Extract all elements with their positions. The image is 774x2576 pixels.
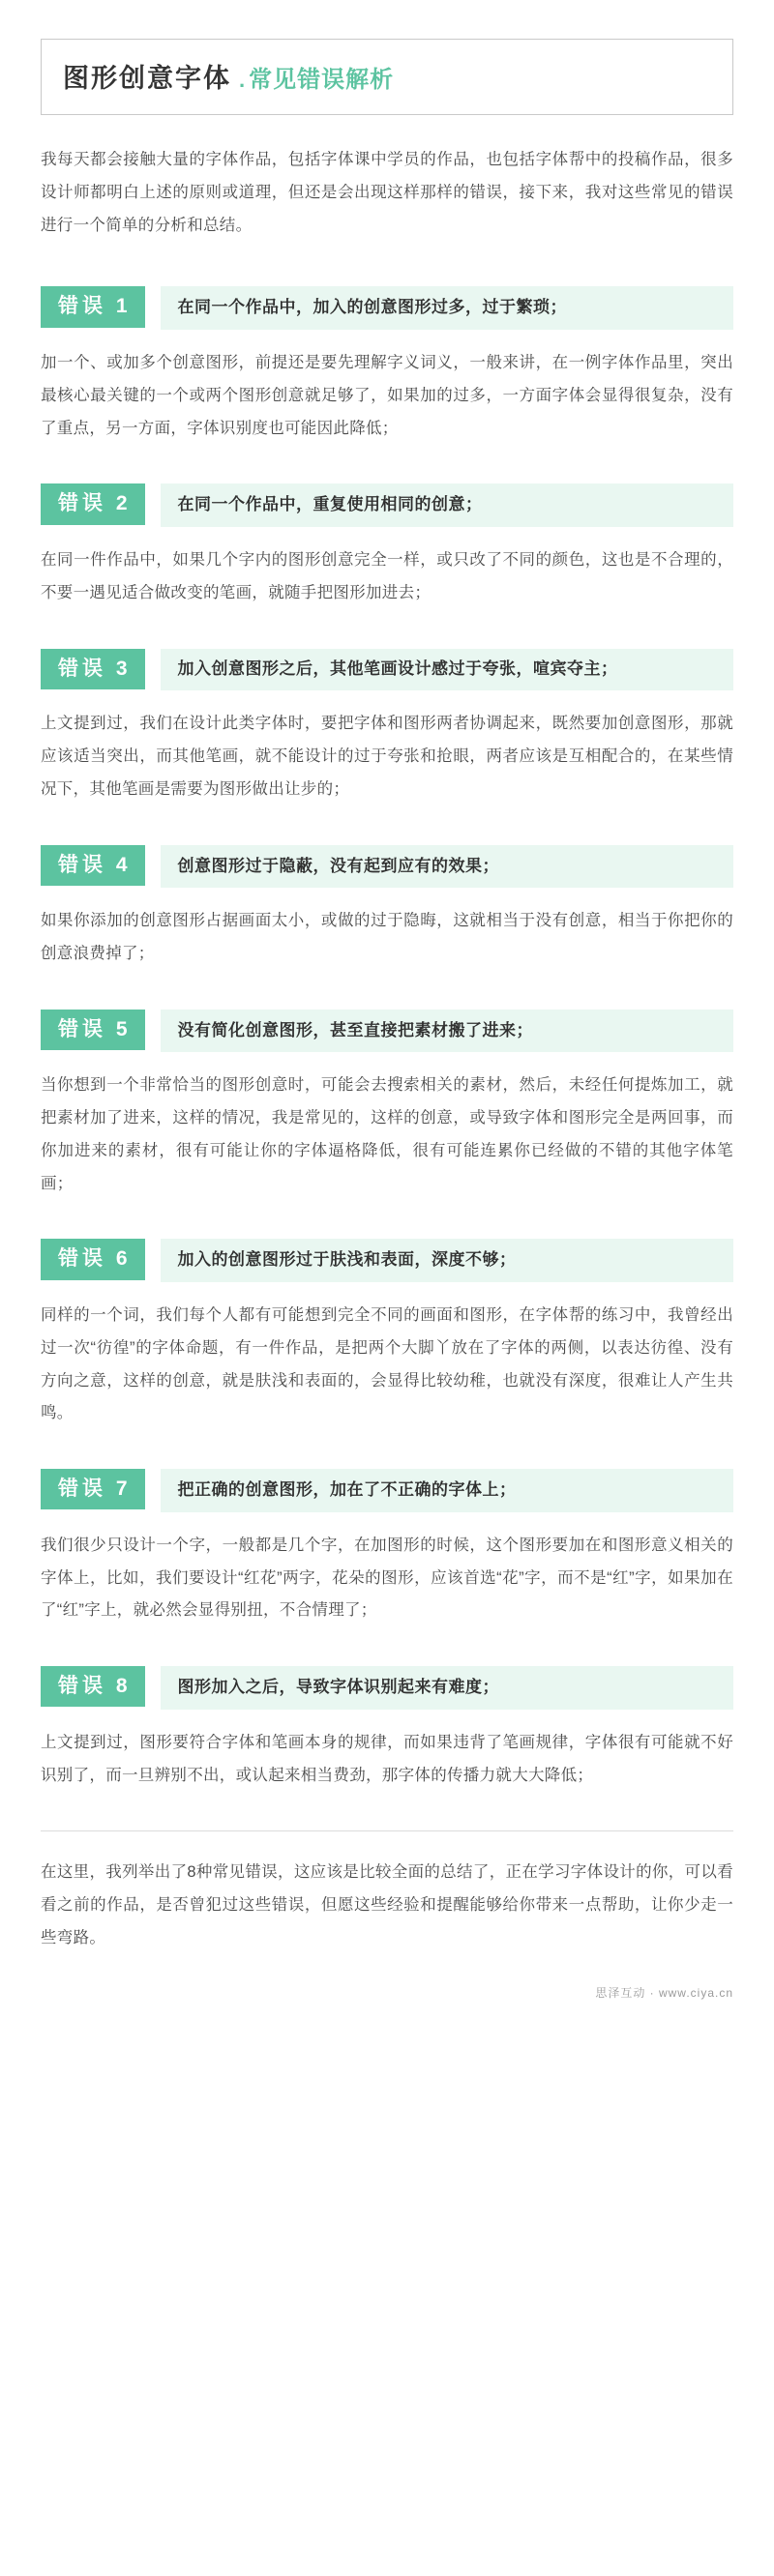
error-section (41, 1010, 733, 1201)
error-section (41, 649, 733, 806)
title-main-text: 图形创意字体 (63, 64, 231, 93)
outro-paragraph: 在这里，我列举出了8种常见错误，这应该是比较全面的总结了，正在学习字体设计的你，可以看看之前的作品，是否曾犯过这些错误，但愿这些经验和提醒能够给你带来一点帮助，让你少走一些弯路。 (41, 1863, 733, 1947)
error-badge: 错误 4 (41, 845, 145, 886)
intro-paragraph: 我每天都会接触大量的字体作品，包括字体课中学员的作品，也包括字体帮中的投稿作品，很多设计师都明白上述的原则或道理，但还是会出现这样那样的错误，接下来，我对这些常见的错误进行一个简单的分析和总结。 (41, 151, 733, 234)
error-section (41, 286, 733, 445)
error-badge: 错误 8 (41, 1666, 145, 1707)
error-section (41, 483, 733, 609)
page-title (41, 39, 733, 115)
error-body: 加一个、或加多个创意图形，前提还是要先理解字义词义，一般来讲，在一例字体作品里，突出最核心最关键的一个或两个图形创意就足够了，如果加的过多，一方面字体会显得很复杂，没有了重点，另一方面，字体识别度也可能因此降低； (41, 353, 733, 437)
error-body: 上文提到过，图形要符合字体和笔画本身的规律，而如果违背了笔画规律，字体很有可能就不好识别了，而一旦辨别不出，或认起来相当费劲，那字体的传播力就大大降低； (41, 1733, 733, 1784)
error-header (41, 286, 733, 330)
error-heading: 没有简化创意图形，甚至直接把素材搬了进来； (161, 1010, 733, 1053)
error-section (41, 1469, 733, 1627)
error-header (41, 1469, 733, 1512)
error-heading: 图形加入之后，导致字体识别起来有难度； (161, 1666, 733, 1710)
error-header (41, 483, 733, 527)
error-badge: 错误 2 (41, 483, 145, 524)
signature-watermark: 思泽互动 · www.ciya.cn (595, 1985, 733, 2000)
error-heading: 加入的创意图形过于肤浅和表面，深度不够； (161, 1239, 733, 1282)
error-body: 我们很少只设计一个字，一般都是几个字，在加图形的时候，这个图形要加在和图形意义相关的字体上，比如，我们要设计“红花”两字，花朵的图形，应该首选“花”字，而不是“红”字，如果加在了“红”字上，就必然会显得别扭，不合情理了； (41, 1536, 733, 1620)
footer-divider (41, 1830, 733, 1831)
error-badge: 错误 6 (41, 1239, 145, 1279)
error-heading: 创意图形过于隐蔽，没有起到应有的效果； (161, 845, 733, 889)
error-section (41, 845, 733, 971)
error-section (41, 1239, 733, 1430)
error-badge: 错误 3 (41, 649, 145, 689)
error-heading: 在同一个作品中，加入的创意图形过多，过于繁琐； (161, 286, 733, 330)
error-body: 在同一件作品中，如果几个字内的图形创意完全一样，或只改了不同的颜色，这也是不合理的，不要一遇见适合做改变的笔画，就随手把图形加进去； (41, 550, 733, 601)
title-separator-dot: . (239, 68, 246, 92)
error-section (41, 1666, 733, 1792)
error-header (41, 1239, 733, 1282)
error-body: 如果你添加的创意图形占据画面太小，或做的过于隐晦，这就相当于没有创意，相当于你把你的创意浪费掉了； (41, 912, 733, 962)
error-header (41, 1010, 733, 1053)
error-badge: 错误 1 (41, 286, 145, 327)
error-badge: 错误 5 (41, 1010, 145, 1050)
error-heading: 把正确的创意图形，加在了不正确的字体上； (161, 1469, 733, 1512)
error-badge: 错误 7 (41, 1469, 145, 1509)
title-sub-text: 常见错误解析 (249, 67, 395, 93)
error-header (41, 1666, 733, 1710)
error-body: 当你想到一个非常恰当的图形创意时，可能会去搜索相关的素材，然后，未经任何提炼加工，就把素材加了进来，这样的情况，我是常见的，这样的创意，或导致字体和图形完全是两回事，而你加进来的素材，很有可能让你的字体逼格降低，很有可能连累你已经做的不错的其他字体笔画； (41, 1076, 733, 1192)
title-line (63, 57, 711, 95)
error-header (41, 845, 733, 889)
error-body: 同样的一个词，我们每个人都有可能想到完全不同的画面和图形，在字体帮的练习中，我曾经出过一次“彷徨”的字体命题，有一件作品，是把两个大脚丫放在了字体的两侧，以表达彷徨、没有方向之意，这样的创意，就是肤浅和表面的，会显得比较幼稚，也就没有深度，很难让人产生共鸣。 (41, 1306, 733, 1422)
error-heading: 在同一个作品中，重复使用相同的创意； (161, 483, 733, 527)
error-body: 上文提到过，我们在设计此类字体时，要把字体和图形两者协调起来，既然要加创意图形，那就应该适当突出，而其他笔画，就不能设计的过于夸张和抢眼，两者应该是互相配合的，在某些情况下，其他笔画是需要为图形做出让步的； (41, 715, 733, 798)
error-header (41, 649, 733, 691)
error-heading: 加入创意图形之后，其他笔画设计感过于夸张，喧宾夺主； (161, 649, 733, 691)
